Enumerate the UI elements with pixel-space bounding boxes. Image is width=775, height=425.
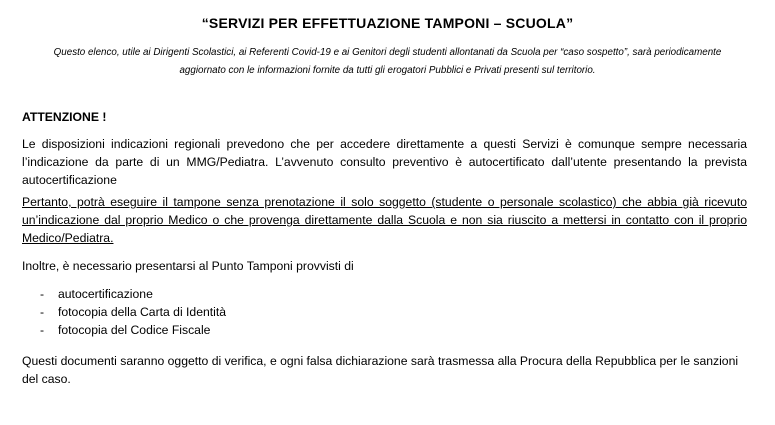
- list-dash: -: [40, 287, 45, 301]
- paragraph-documents-intro: Inoltre, è necessario presentarsi al Punto Tamponi provvisti di: [22, 259, 354, 273]
- list-dash: -: [40, 323, 45, 337]
- attention-heading: ATTENZIONE !: [22, 110, 107, 124]
- list-item-label: fotocopia della Carta di Identità: [58, 305, 227, 319]
- paragraph-verification: Questi documenti saranno oggetto di verifica, e ogni falsa dichiarazione sarà trasmessa alla Procura della Repubblica per le sanzioni del caso.: [22, 354, 739, 386]
- document-body: [22, 108, 747, 388]
- list-item-label: fotocopia del Codice Fiscale: [58, 323, 211, 337]
- documents-list: [22, 285, 747, 339]
- list-item: [22, 321, 747, 339]
- paragraph-requirements: Le disposizioni indicazioni regionali prevedono che per accedere direttamente a questi Servizi è comunque sempre necessaria l’indicazione da parte di un MMG/Pediatra. L’avvenuto consulto preventivo è autocertificato dall’utente presentando la prevista autocertificazione: [22, 137, 747, 187]
- list-item-label: autocertificazione: [58, 287, 153, 301]
- list-dash: -: [40, 305, 45, 319]
- list-item: [22, 285, 747, 303]
- document-title: “SERVIZI PER EFFETTUAZIONE TAMPONI – SCUOLA”: [201, 15, 574, 31]
- list-item: [22, 303, 747, 321]
- paragraph-no-booking: Pertanto, potrà eseguire il tampone senza prenotazione il solo soggetto (studente o personale scolastico) che abbia già ricevuto un’indicazione dal proprio Medico o che provenga direttamente dalla Scuola e non sia riuscito a mettersi in contatto con il proprio Medico/Pediatra.: [22, 195, 747, 245]
- intro-note: Questo elenco, utile ai Dirigenti Scolastici, ai Referenti Covid-19 e ai Genitori degli studenti allontanati da Scuola per “caso sospetto”, sarà periodicamente aggiornato con le informazioni fornite da tutti gli erogatori Pubblici e Privati presenti sul territorio.: [53, 47, 722, 76]
